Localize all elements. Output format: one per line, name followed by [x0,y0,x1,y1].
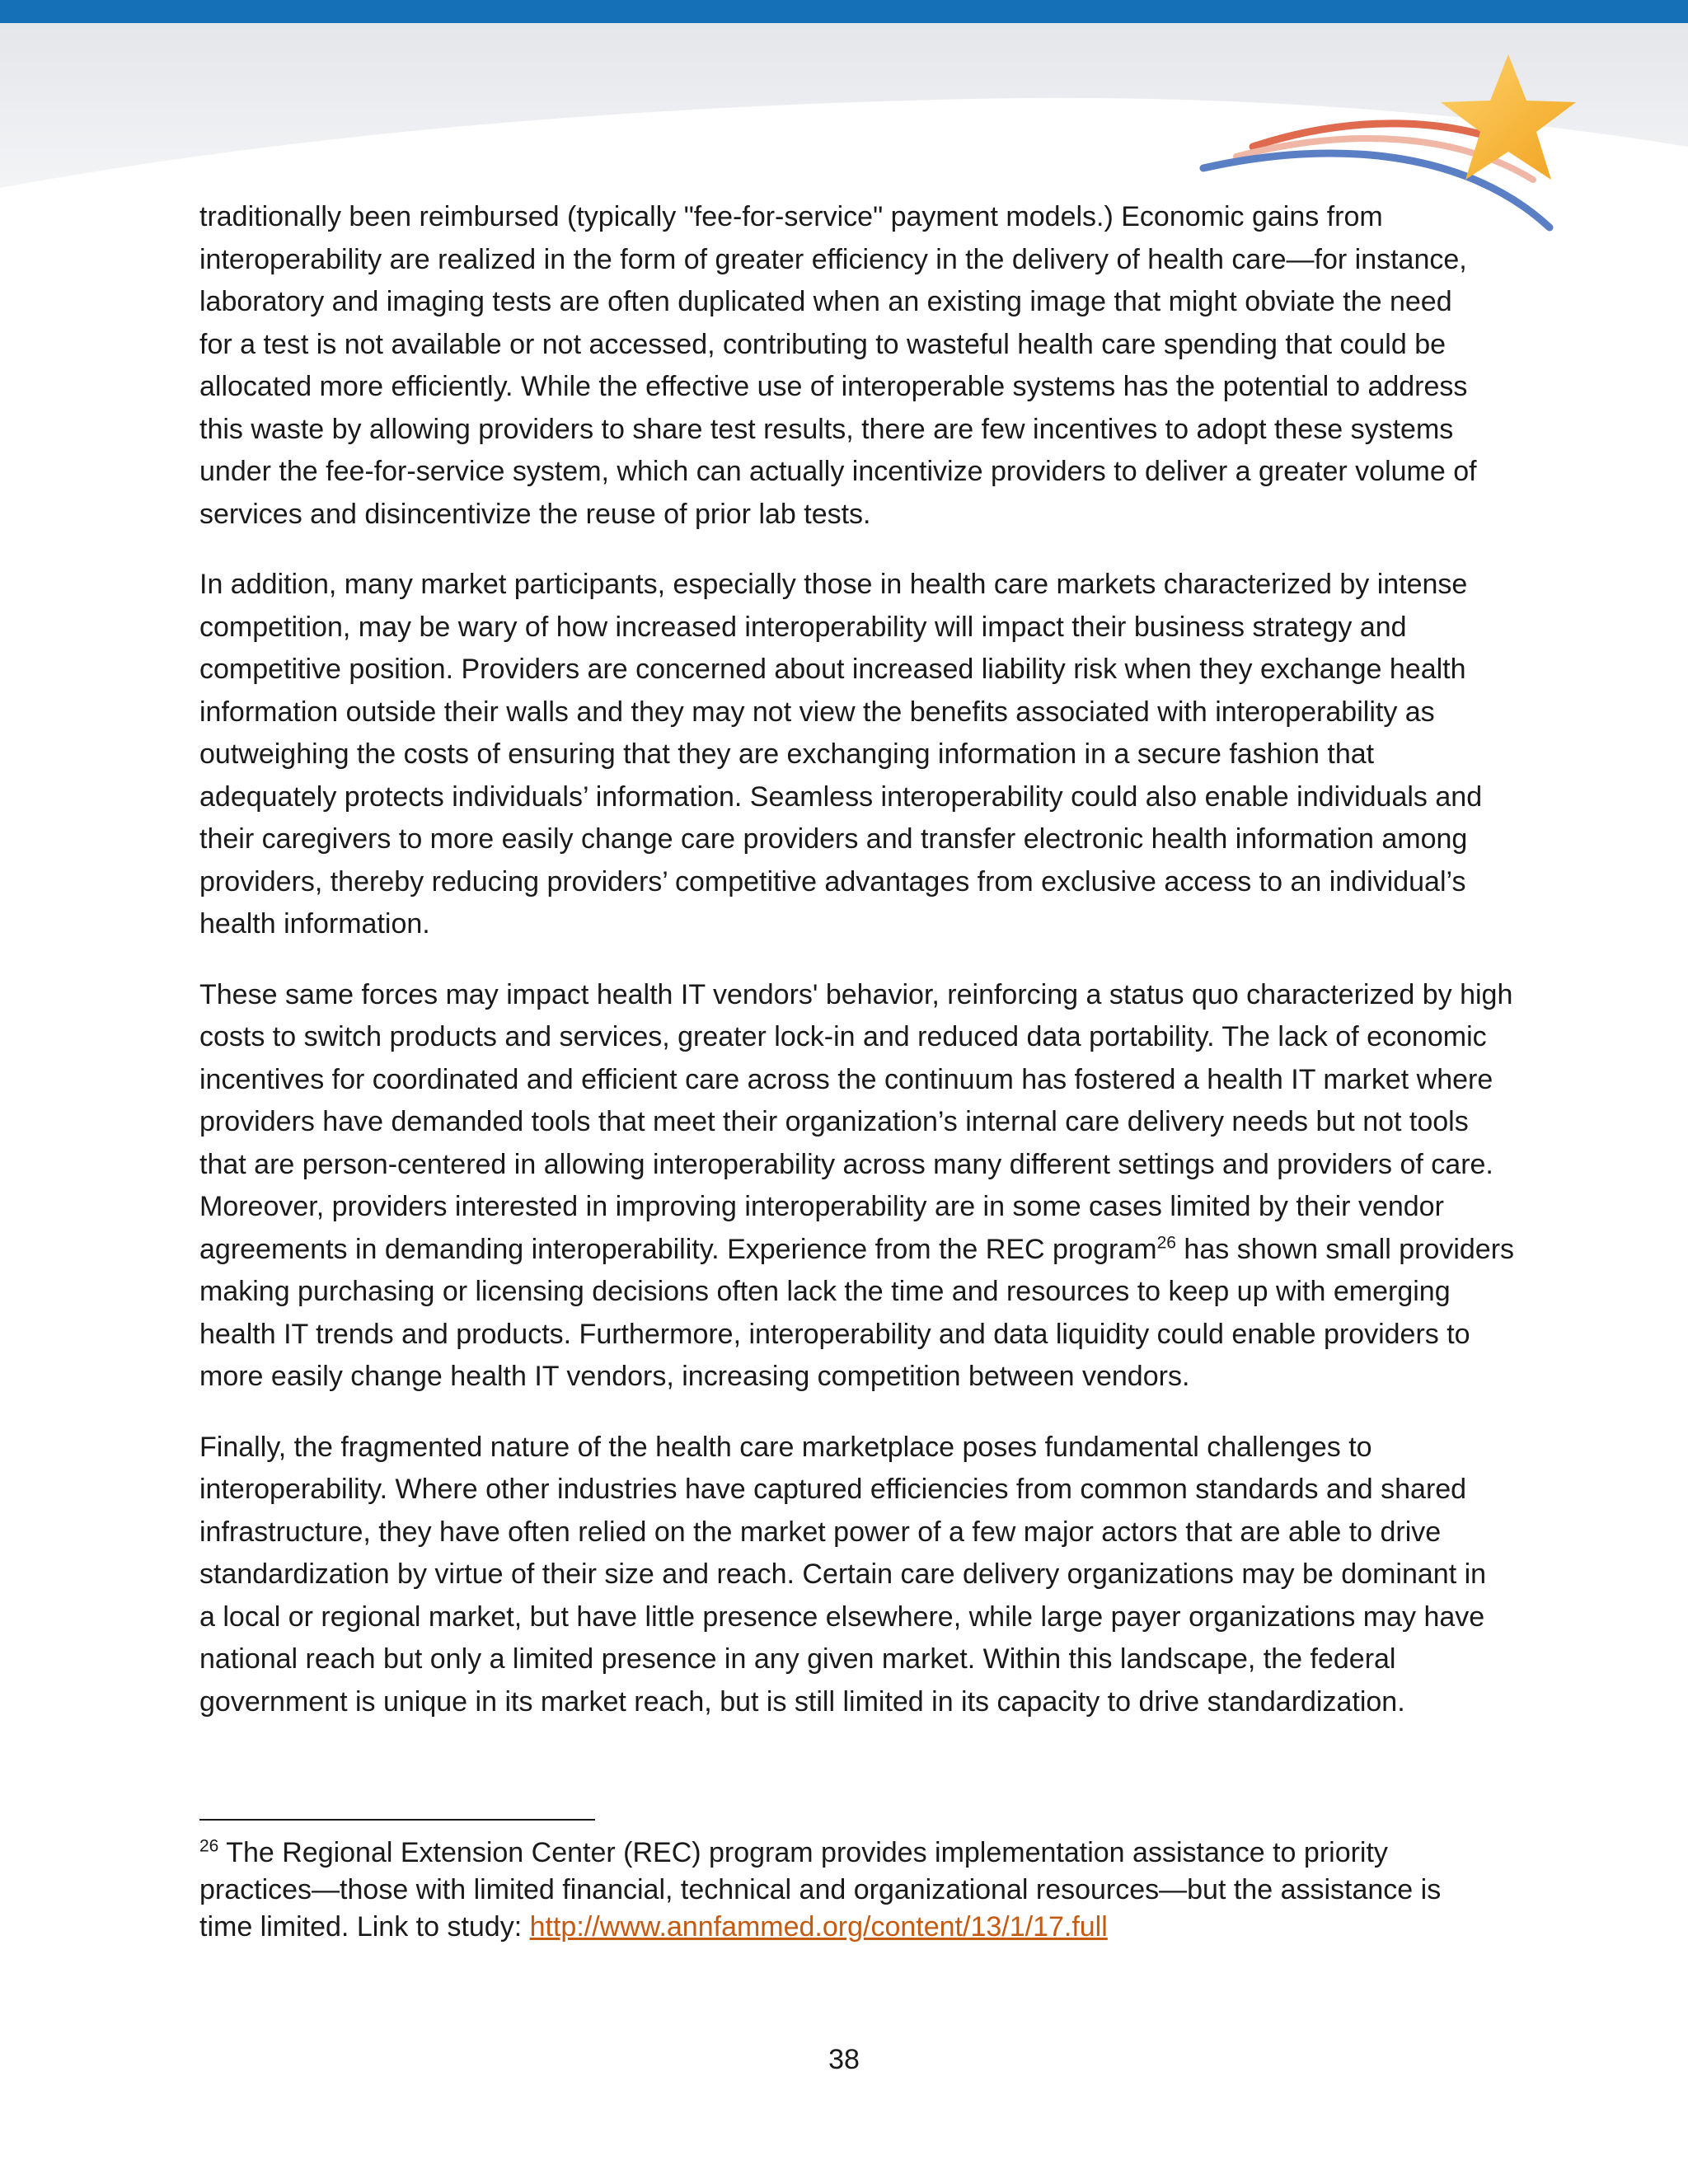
text-line: for a test is not available or not accessed, contributing to wasteful health care spending that could be [199,328,1447,360]
text-line: a local or regional market, but have little presence elsewhere, while large payer organizations may have [199,1601,1485,1633]
text-line: laboratory and imaging tests are often duplicated when an existing image that might obviate the need [199,286,1452,317]
text-line-with-footnote-ref [199,1229,1515,1272]
paragraph-reimbursement [199,196,1502,536]
text-line: interoperability. Where other industries have captured efficiencies from common standards and shared [199,1474,1467,1505]
body-text [199,196,1515,1751]
text-line: more easily change health IT vendors, increasing competition between vendors. [199,1361,1190,1392]
text-line: incentives for coordinated and efficient care across the continuum has fostered a health IT market where [199,1063,1493,1095]
footnote-text: time limited. Link to study: [199,1911,530,1943]
text-line: that are person-centered in allowing interoperability across many different settings and providers of care. [199,1148,1493,1180]
text-line: Finally, the fragmented nature of the health care marketplace poses fundamental challenges to [199,1431,1372,1463]
text-line: These same forces may impact health IT vendors' behavior, reinforcing a status quo characterized by high [199,978,1513,1010]
text-line: competition, may be wary of how increased interoperability will impact their business strategy and [199,611,1407,643]
text-fragment: has shown small providers [1175,1233,1515,1265]
page-number: 38 [828,2044,860,2075]
footnote-reference: 26 [1156,1233,1176,1253]
text-line: health information. [199,908,430,940]
text-line: health IT trends and products. Furthermore, interoperability and data liquidity could enable providers to [199,1318,1470,1350]
text-line: under the fee-for-service system, which can actually incentivize providers to deliver a greater volume of [199,456,1477,487]
text-line: costs to switch products and services, greater lock-in and reduced data portability. The lack of economic [199,1021,1487,1052]
text-line: Moreover, providers interested in improving interoperability are in some cases limited by their vendor [199,1191,1444,1222]
text-line: services and disincentivize the reuse of prior lab tests. [199,498,871,530]
text-line: providers, thereby reducing providers’ competitive advantages from exclusive access to an individual’s [199,865,1466,898]
text-line: information outside their walls and they may not view the benefits associated with interoperability as [199,696,1435,728]
paragraph-market-participants [199,564,1502,946]
text-fragment: agreements in demanding interoperability. Experience from the REC program [199,1233,1157,1265]
footnote-text: The Regional Extension Center (REC) program provides implementation assistance to priority [218,1837,1388,1868]
text-line: this waste by allowing providers to share test results, there are few incentives to adopt these systems [199,413,1454,445]
text-line: adequately protects individuals’ information. Seamless interoperability could also enable individuals and [199,780,1483,813]
footnote-line [199,1835,1502,1872]
text-line: In addition, many market participants, especially those in health care markets characterized by intense [199,569,1468,600]
text-line: interoperability are realized in the form of greater efficiency in the delivery of health care—for instance, [199,243,1467,275]
footnote-number: 26 [199,1836,219,1856]
text-line: standardization by virtue of their size and reach. Certain care delivery organizations may be dominant in [199,1558,1487,1590]
top-banner-bar [0,0,1688,23]
text-line: infrastructure, they have often relied on the market power of a few major actors that are able to drive [199,1516,1442,1548]
text-line: government is unique in its market reach, but is still limited in its capacity to drive standardization. [199,1685,1405,1718]
footnote-separator [199,1819,595,1821]
text-line: traditionally been reimbursed (typically "fee-for-service" payment models.) Economic gains from [199,201,1383,232]
footnote-line: practices—those with limited financial, technical and organizational resources—but the assistance is [199,1874,1442,1905]
text-line: competitive position. Providers are concerned about increased liability risk when they exchange health [199,654,1466,685]
text-line: their caregivers to more easily change care providers and transfer electronic health information among [199,823,1468,855]
text-line: providers have demanded tools that meet their organization’s internal care delivery needs but not tools [199,1106,1469,1137]
text-line: allocated more efficiently. While the effective use of interoperable systems has the potential to address [199,371,1468,402]
study-link[interactable]: http://www.annfammed.org/content/13/1/17.full [529,1911,1108,1943]
text-line: outweighing the costs of ensuring that they are exchanging information in a secure fashion that [199,738,1375,770]
paragraph-vendors [199,974,1515,1399]
paragraph-fragmented-marketplace [199,1427,1502,1724]
text-line: national reach but only a limited presence in any given market. Within this landscape, the federal [199,1643,1396,1675]
footnote-line [199,1909,1502,1946]
text-line: making purchasing or licensing decisions often lack the time and resources to keep up with emerging [199,1276,1451,1307]
footnote [199,1835,1502,1946]
